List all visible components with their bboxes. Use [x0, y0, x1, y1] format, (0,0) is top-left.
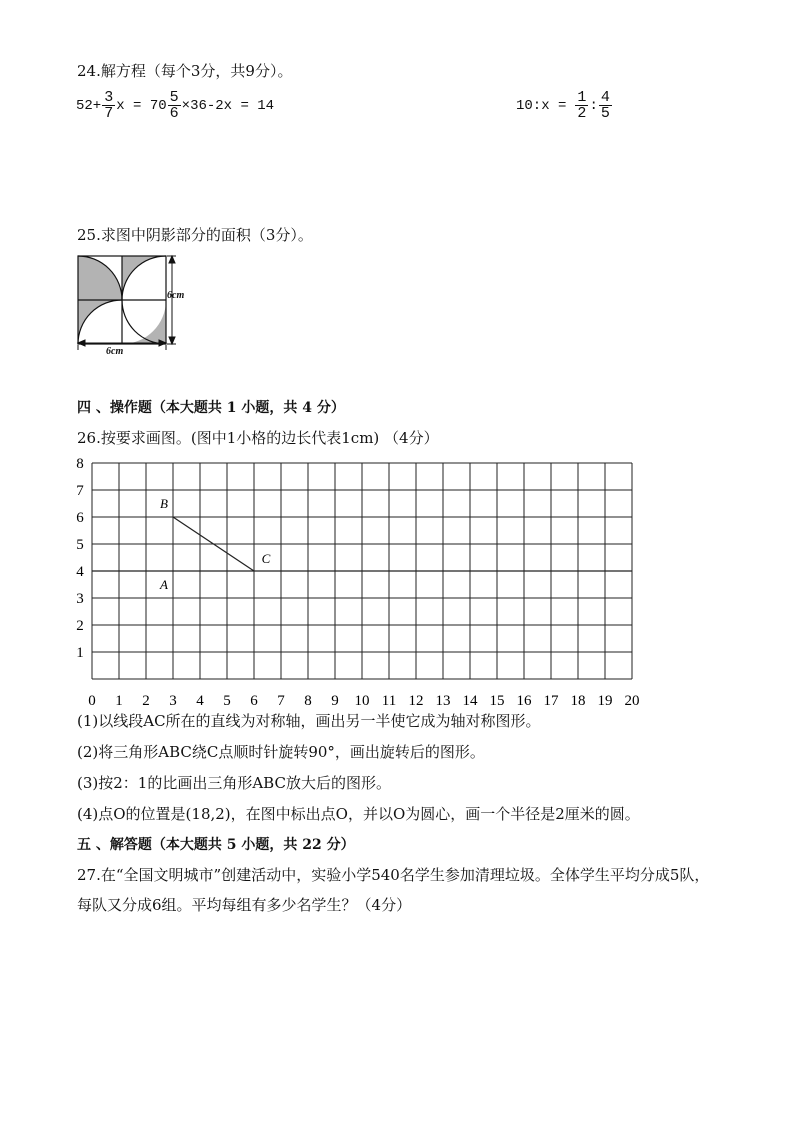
x-tick-label: 15 [489, 693, 505, 705]
shade-top-right-inner [122, 256, 166, 300]
shade-top-left [78, 256, 122, 300]
shade-bottom-left [78, 294, 122, 344]
eq2-frac-denominator: 6 [169, 105, 179, 122]
q26-task-3: (3)按2：1的比画出三角形ABC放大后的图形。 [77, 774, 391, 792]
q26-task-2: (2)将三角形ABC绕C点顺时针旋转90°，画出旋转后的图形。 [77, 743, 485, 761]
x-tick-label: 10 [354, 693, 370, 705]
x-tick-label: 7 [277, 693, 285, 705]
x-tick-label: 9 [331, 693, 339, 705]
width-label: 6cm [106, 346, 124, 357]
x-tick-label: 17 [543, 693, 559, 705]
y-tick-label: 1 [76, 645, 84, 661]
x-tick-label: 13 [435, 693, 451, 705]
y-tick-label: 7 [76, 483, 84, 499]
x-tick-label: 5 [223, 693, 231, 705]
eq1-suffix: x = 70 [116, 97, 167, 114]
x-tick-label: 6 [250, 693, 258, 705]
x-tick-label: 19 [597, 693, 613, 705]
eq3-colon: : [589, 97, 598, 114]
q24-equation-3 [516, 90, 613, 121]
eq3-fraction-2 [599, 90, 612, 121]
height-label: 6cm [167, 290, 185, 301]
eq3-frac2-denominator: 5 [600, 105, 610, 122]
x-axis-ticks [88, 693, 639, 705]
eq1-frac-numerator: 3 [104, 89, 114, 106]
x-tick-label: 18 [570, 693, 586, 705]
x-tick-label: 11 [381, 693, 397, 705]
eq1-fraction [102, 90, 115, 121]
y-tick-label: 8 [76, 456, 84, 472]
shade-bottom-right [122, 300, 166, 344]
shaded-square-figure [72, 250, 202, 360]
y-axis-ticks [76, 456, 84, 661]
eq3-fraction-1 [575, 90, 588, 121]
q27-line-1: 27.在“全国文明城市”创建活动中，实验小学540名学生参加清理垃圾。全体学生平均分成5队， [77, 866, 710, 884]
q24-equation-1 [76, 90, 274, 121]
eq2-frac-numerator: 5 [169, 89, 179, 106]
eq3-frac1-numerator: 1 [577, 89, 587, 106]
grid-lines [92, 463, 632, 679]
y-tick-label: 6 [76, 510, 84, 526]
y-tick-label: 2 [76, 618, 84, 634]
eq2-fraction [168, 90, 181, 121]
x-tick-label: 12 [408, 693, 424, 705]
point-label-b: B [160, 496, 168, 511]
x-tick-label: 4 [196, 693, 204, 705]
x-tick-label: 0 [88, 693, 96, 705]
eq1-prefix: 52+ [76, 97, 102, 114]
y-tick-label: 3 [76, 591, 84, 607]
eq1-frac-denominator: 7 [104, 105, 114, 122]
x-tick-label: 14 [462, 693, 478, 705]
y-tick-label: 5 [76, 537, 84, 553]
x-tick-label: 1 [115, 693, 123, 705]
eq3-prefix: 10:x = [516, 97, 567, 114]
point-label-a: A [160, 577, 168, 592]
section-4-title: 四 、操作题（本大题共 1 小题，共 4 分） [77, 400, 345, 416]
point-label-c: C [261, 551, 271, 566]
x-tick-label: 2 [142, 693, 150, 705]
x-tick-label: 16 [516, 693, 532, 705]
q24-title: 24.解方程（每个3分，共9分）。 [77, 62, 293, 80]
section-5-title: 五 、解答题（本大题共 5 小题，共 22 分） [77, 837, 355, 853]
y-tick-label: 4 [76, 564, 84, 580]
x-tick-label: 20 [624, 693, 640, 705]
q26-task-1: (1)以线段AC所在的直线为对称轴，画出另一半使它成为轴对称图形。 [77, 712, 541, 730]
q26-title: 26.按要求画图。(图中1小格的边长代表1cm) （4分） [77, 429, 439, 447]
eq3-frac1-denominator: 2 [577, 105, 587, 122]
x-tick-label: 3 [169, 693, 177, 705]
eq2-suffix: ×36-2x = 14 [181, 97, 275, 114]
coordinate-grid [60, 450, 660, 705]
x-tick-label: 8 [304, 693, 312, 705]
q26-task-4: (4)点O的位置是(18,2)，在图中标出点O，并以O为圆心，画一个半径是2厘米的圆。 [77, 805, 640, 823]
eq3-frac2-numerator: 4 [600, 89, 610, 106]
q25-title: 25.求图中阴影部分的面积（3分）。 [77, 226, 313, 244]
q27-line-2: 每队又分成6组。平均每组有多少名学生？（4分） [77, 896, 412, 914]
